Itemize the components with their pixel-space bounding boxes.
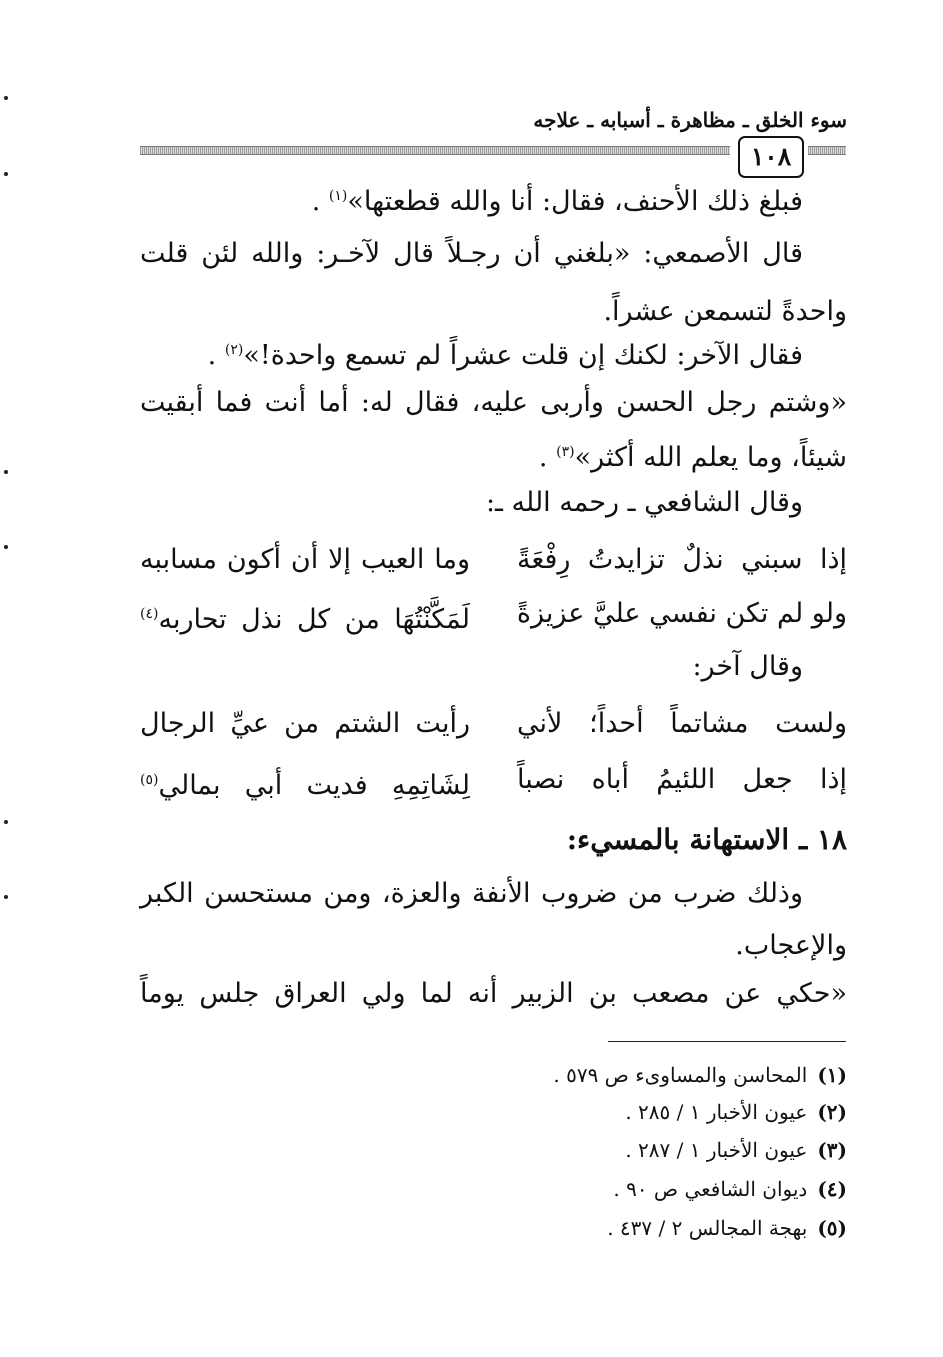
scan-mark xyxy=(4,895,8,899)
paragraph-line: «حكي عن مصعب بن الزبير أنه لما ولي العراق جلس يوماً xyxy=(140,978,847,1009)
footnote xyxy=(607,1213,847,1243)
header-rule xyxy=(140,146,730,155)
footnote-ref: (٤) xyxy=(140,606,159,622)
footnote-number: (١) xyxy=(817,1063,847,1087)
footnote-text: عيون الأخبار ١ / ٢٨٥ . xyxy=(625,1100,808,1124)
footnote-text: بهجة المجالس ٢ / ٤٣٧ . xyxy=(607,1216,808,1240)
paragraph-line xyxy=(539,432,847,478)
verse-hemistich-second: وما العيب إلا أن أكون مساببه xyxy=(140,544,470,575)
footnote-number: (٣) xyxy=(817,1138,847,1162)
footnote-ref: (٥) xyxy=(140,772,159,788)
footnote-ref: (٣) xyxy=(556,444,575,460)
footnote-ref: (١) xyxy=(328,188,348,204)
paragraph-line: «وشتم رجل الحسن وأربى عليه، فقال له: أما أنت فما أبقيت xyxy=(140,387,847,418)
paragraph-line: قال الأصمعي: «بلغني أن رجـلاً قال لآخـر: والله لئن قلت xyxy=(140,238,803,269)
section-heading: ١٨ ـ الاستهانة بالمسيء: xyxy=(566,823,847,856)
footnote-text: ديوان الشافعي ص ٩٠ . xyxy=(613,1177,808,1201)
verse-hemistich-second xyxy=(140,760,470,806)
verse-text: لَمَكَّنْتُهَا من كل نذل تحاربه xyxy=(158,604,470,635)
paragraph-line xyxy=(312,176,803,222)
verse-hemistich-first: إذا سبني نذلٌ تزايدتُ رِفْعَةً xyxy=(517,544,847,575)
footnote xyxy=(613,1174,847,1204)
footnote-number: (٤) xyxy=(817,1177,847,1201)
punctuation: . xyxy=(311,186,321,217)
header-rule-end xyxy=(808,146,846,155)
paragraph-text: شيئاً، وما يعلم الله أكثر» xyxy=(574,442,847,473)
footnote-separator xyxy=(608,1041,846,1042)
verse-line xyxy=(140,594,847,634)
paragraph-line xyxy=(208,330,803,376)
scan-mark xyxy=(4,96,8,100)
scan-mark xyxy=(4,172,8,176)
verse-line xyxy=(140,540,847,580)
page-header xyxy=(140,108,847,138)
scan-mark xyxy=(4,820,8,824)
punctuation: . xyxy=(538,442,548,473)
footnote xyxy=(625,1135,847,1165)
footnote xyxy=(625,1097,847,1127)
verse-hemistich-first: ولست مشاتماً أحداً؛ لأني xyxy=(517,708,847,739)
paragraph-line: وذلك ضرب من ضروب الأنفة والعزة، ومن مستحسن الكبر xyxy=(140,878,803,909)
running-title: سوء الخلق ـ مظاهرة ـ أسبابه ـ علاجه xyxy=(533,108,847,132)
paragraph-line: وقال الشافعي ـ رحمه الله ـ: xyxy=(485,487,803,518)
scan-mark xyxy=(4,470,8,474)
paragraph-line: وقال آخر: xyxy=(692,651,803,682)
footnote-text: عيون الأخبار ١ / ٢٨٧ . xyxy=(625,1138,808,1162)
verse-text: لِشَاتِمِهِ فديت أبي بمالي xyxy=(158,770,470,801)
footnote-number: (٢) xyxy=(817,1100,847,1124)
punctuation: . xyxy=(207,340,217,371)
verse-hemistich-first: ولو لم تكن نفسي عليَّ عزيزةً xyxy=(516,598,847,629)
footnote-text: المحاسن والمساوىء ص ٥٧٩ . xyxy=(553,1063,808,1087)
paragraph-line: والإعجاب. xyxy=(735,930,847,961)
page-number: ١٠٨ xyxy=(738,136,804,178)
footnote xyxy=(553,1060,847,1090)
scan-mark xyxy=(4,545,8,549)
verse-hemistich-second xyxy=(140,594,470,640)
paragraph-line: واحدةً لتسمعن عشراً. xyxy=(603,296,847,327)
paragraph-text: فبلغ ذلك الأحنف، فقال: أنا والله قطعتها» xyxy=(347,186,803,217)
verse-line xyxy=(140,704,847,744)
verse-hemistich-second: رأيت الشتم من عيِّ الرجال xyxy=(140,708,470,739)
verse-line xyxy=(140,760,847,800)
verse-hemistich-first: إذا جعل اللئيمُ أباه نصباً xyxy=(517,764,847,795)
paragraph-text: فقال الآخر: لكنك إن قلت عشراً لم تسمع واحدة!» xyxy=(243,340,803,371)
footnote-ref: (٢) xyxy=(224,342,244,358)
footnote-number: (٥) xyxy=(817,1216,847,1240)
